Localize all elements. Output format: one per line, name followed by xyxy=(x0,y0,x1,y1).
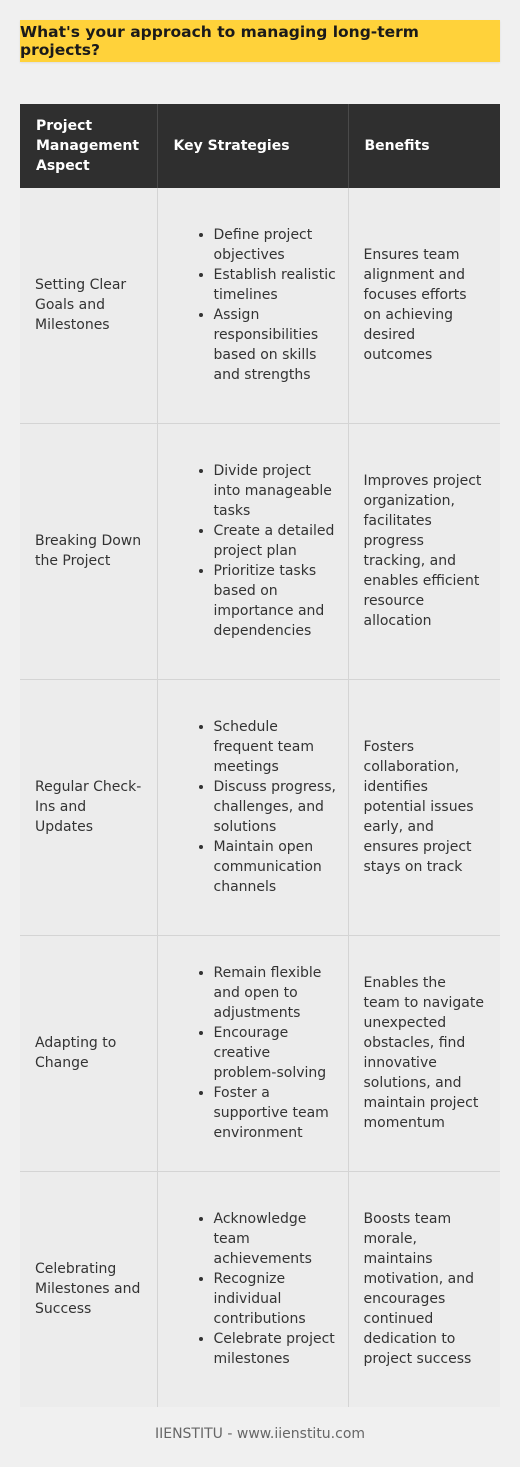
page-title: What's your approach to managing long-term projects? xyxy=(20,20,500,62)
header-strategies: Key Strategies xyxy=(157,104,348,188)
table-header-row xyxy=(20,104,500,188)
benefits-cell: Ensures team alignment and focuses efforts on achieving desired outcomes xyxy=(348,188,500,423)
aspect-cell: Regular Check-Ins and Updates xyxy=(20,679,157,935)
list-item: • Acknowledge team achievements xyxy=(214,1209,338,1269)
aspect-cell: Breaking Down the Project xyxy=(20,423,157,679)
header-aspect: Project Management Aspect xyxy=(20,104,157,188)
list-item: • Foster a supportive team environment xyxy=(214,1083,338,1143)
aspect-cell: Celebrating Milestones and Success xyxy=(20,1171,157,1407)
aspect-cell: Adapting to Change xyxy=(20,935,157,1171)
aspect-cell: Setting Clear Goals and Milestones xyxy=(20,188,157,423)
list-item: • Celebrate project milestones xyxy=(214,1329,338,1369)
strategy-table-container xyxy=(20,104,500,1407)
list-item: • Recognize individual contributions xyxy=(214,1269,338,1329)
table-row xyxy=(20,1171,500,1407)
strategies-list xyxy=(174,225,338,385)
strategies-list xyxy=(174,717,338,897)
list-item: • Prioritize tasks based on importance and dependencies xyxy=(214,561,338,641)
table-row xyxy=(20,679,500,935)
list-item: • Maintain open communication channels xyxy=(214,837,338,897)
benefits-cell: Boosts team morale, maintains motivation, and encourages continued dedication to project success xyxy=(348,1171,500,1407)
strategies-list xyxy=(174,461,338,641)
strategies-list xyxy=(174,963,338,1143)
table-row xyxy=(20,935,500,1171)
strategies-cell xyxy=(157,679,348,935)
table-row xyxy=(20,188,500,423)
benefits-cell: Enables the team to navigate unexpected obstacles, find innovative solutions, and maintain project momentum xyxy=(348,935,500,1171)
list-item: • Remain flexible and open to adjustments xyxy=(214,963,338,1023)
strategies-cell xyxy=(157,188,348,423)
table-row xyxy=(20,423,500,679)
list-item: • Encourage creative problem-solving xyxy=(214,1023,338,1083)
strategies-list xyxy=(174,1209,338,1369)
benefits-cell: Improves project organization, facilitates progress tracking, and enables efficient resource allocation xyxy=(348,423,500,679)
footer-credit: IIENSTITU - www.iienstitu.com xyxy=(154,1426,366,1442)
strategies-cell xyxy=(157,935,348,1171)
list-item: • Schedule frequent team meetings xyxy=(214,717,338,777)
list-item: • Divide project into manageable tasks xyxy=(214,461,338,521)
header-benefits: Benefits xyxy=(348,104,500,188)
list-item: • Discuss progress, challenges, and solutions xyxy=(214,777,338,837)
list-item: • Create a detailed project plan xyxy=(214,521,338,561)
strategies-cell xyxy=(157,423,348,679)
strategy-table xyxy=(20,104,500,1407)
strategies-cell xyxy=(157,1171,348,1407)
list-item: • Define project objectives xyxy=(214,225,338,265)
benefits-cell: Fosters collaboration, identifies potential issues early, and ensures project stays on track xyxy=(348,679,500,935)
list-item: • Establish realistic timelines xyxy=(214,265,338,305)
list-item: • Assign responsibilities based on skills and strengths xyxy=(214,305,338,385)
